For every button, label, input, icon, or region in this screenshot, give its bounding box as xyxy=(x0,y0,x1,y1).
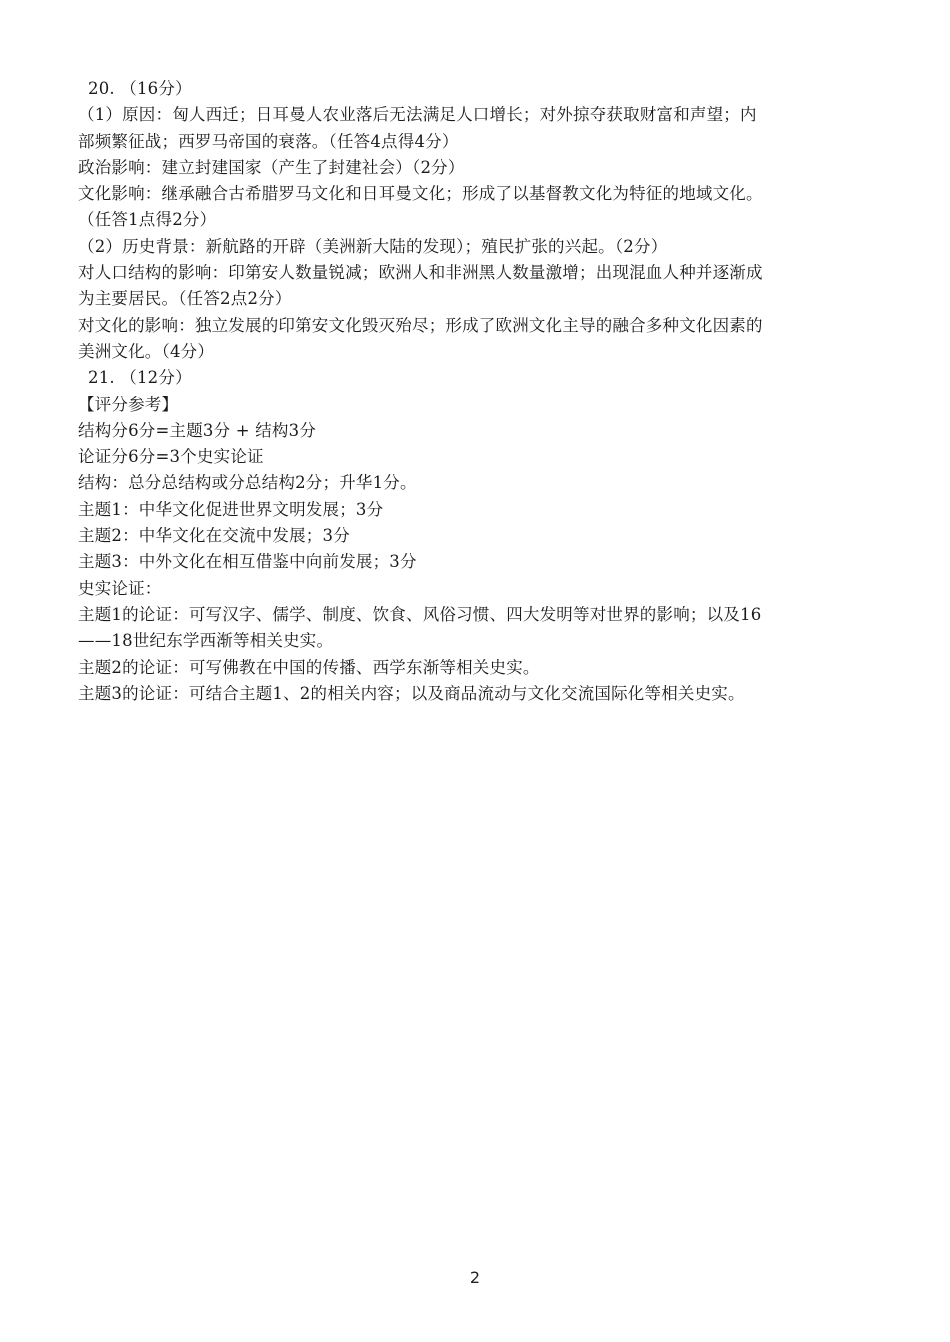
q21-structure: 结构：总分总结构或分总结构2分；升华1分。 xyxy=(78,473,417,493)
question-20-heading: 20. （16分） xyxy=(88,79,192,98)
q20-part1-causes: （1）原因：匈人西迁；日耳曼人农业落后无法满足人口增长；对外掠夺获取财富和声望；内 xyxy=(78,105,757,125)
q21-theme-1-argument: 主题1的论证：可写汉字、儒学、制度、饮食、风俗习惯、四大发明等对世界的影响；以及16 xyxy=(78,604,762,624)
answer-key-content xyxy=(78,76,878,707)
q20-political-impact: 政治影响：建立封建国家（产生了封建社会）（2分） xyxy=(78,157,465,177)
page-number: 2 xyxy=(469,1268,481,1287)
q21-argument-score: 论证分6分=3个史实论证 xyxy=(78,447,264,467)
q20-population-impact: 对人口结构的影响：印第安人数量锐减；欧洲人和非洲黑人数量激增；出现混血人种并逐渐成 xyxy=(78,263,763,283)
question-21-heading: 21. （12分） xyxy=(88,368,192,388)
q20-population-impact-cont: 为主要居民。（任答2点2分） xyxy=(78,289,292,309)
q21-theme-1: 主题1：中华文化促进世界文明发展；3分 xyxy=(78,499,384,519)
q21-theme-2-argument: 主题2的论证：可写佛教在中国的传播、西学东渐等相关史实。 xyxy=(78,657,540,677)
q20-part1-causes-cont: 部频繁征战；西罗马帝国的衰落。（任答4点得4分） xyxy=(78,131,459,151)
q21-theme-1-argument-cont: ——18世纪东学西渐等相关史实。 xyxy=(78,631,334,651)
q20-part2-background: （2）历史背景：新航路的开辟（美洲新大陆的发现）；殖民扩张的兴起。（2分） xyxy=(78,236,668,256)
q21-scoring-reference: 【评分参考】 xyxy=(78,394,179,414)
q21-theme-2: 主题2：中华文化在交流中发展；3分 xyxy=(78,526,350,546)
q21-theme-3-argument: 主题3的论证：可结合主题1、2的相关内容；以及商品流动与文化交流国际化等相关史实。 xyxy=(78,683,745,703)
q20-cultural-impact-cont: （任答1点得2分） xyxy=(78,210,217,230)
q20-culture-impact-2: 对文化的影响：独立发展的印第安文化毁灭殆尽；形成了欧洲文化主导的融合多种文化因素的 xyxy=(78,315,763,335)
q20-cultural-impact: 文化影响：继承融合古希腊罗马文化和日耳曼文化；形成了以基督教文化为特征的地域文化。 xyxy=(78,184,763,204)
q20-culture-impact-2-cont: 美洲文化。（4分） xyxy=(78,341,215,361)
q21-structure-score: 结构分6分=主题3分 + 结构3分 xyxy=(78,420,317,440)
q21-historical-evidence: 史实论证： xyxy=(78,578,162,598)
q21-theme-3: 主题3：中外文化在相互借鉴中向前发展；3分 xyxy=(78,552,417,572)
